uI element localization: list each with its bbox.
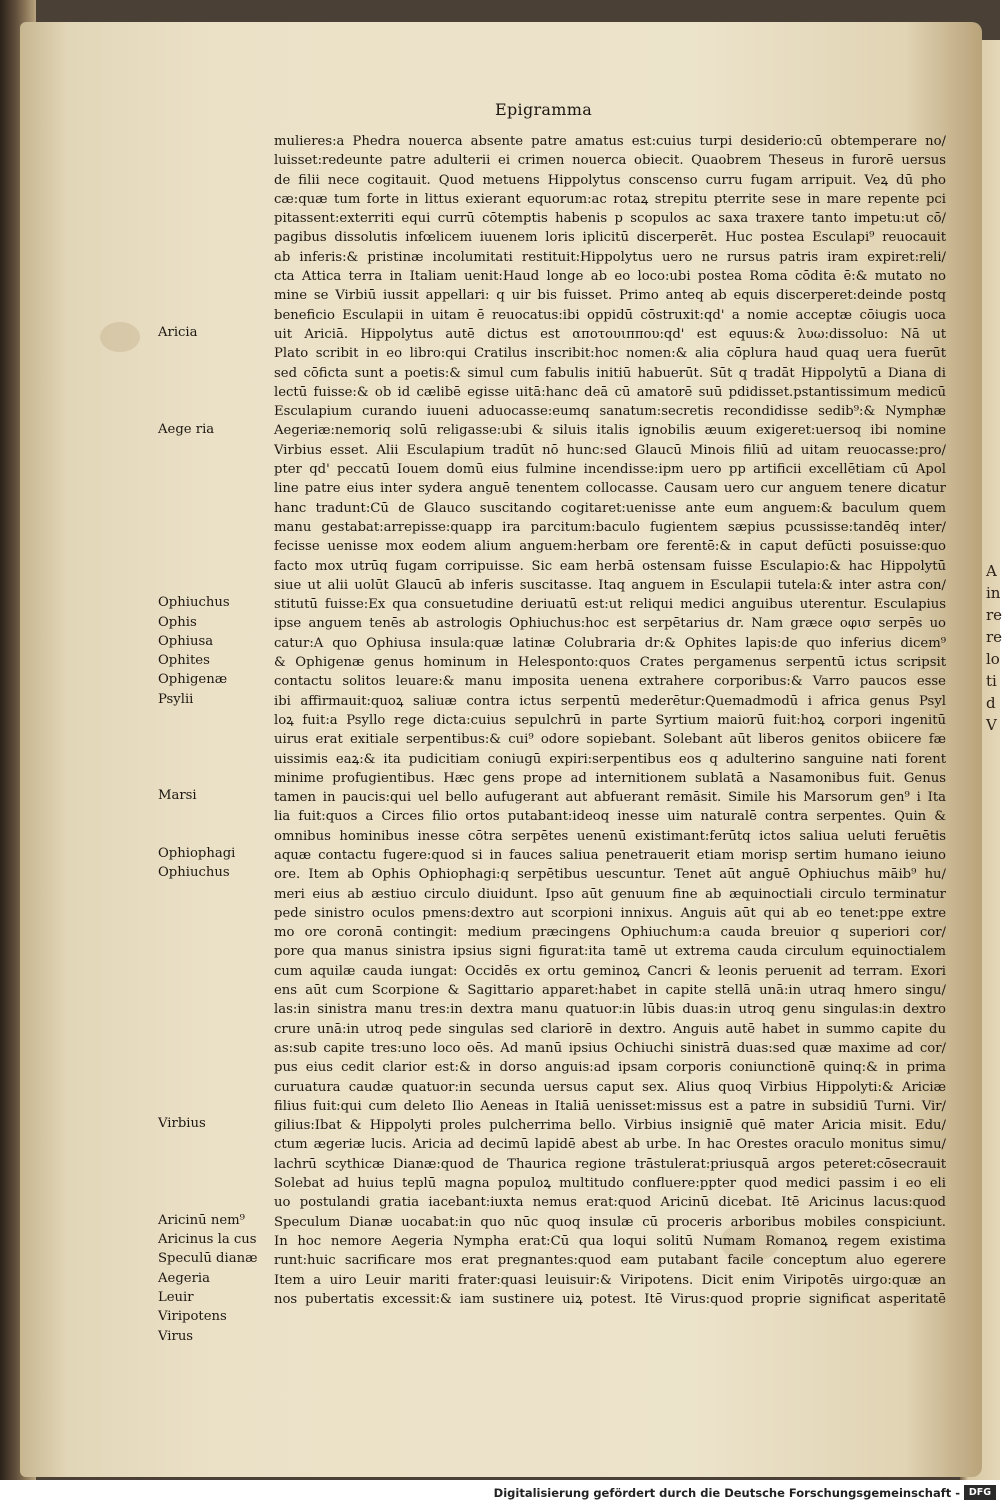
facing-page-letter: ti bbox=[986, 672, 997, 690]
facing-page-letter: d bbox=[986, 694, 996, 712]
text-line: ore. Item ab Ophis Ophiophagi:q serpētibus uescuntur. Tenet aūt anguē Ophiuchus māib⁹ hu/ bbox=[274, 867, 946, 883]
facing-page-letters bbox=[986, 560, 1000, 736]
margin-note: Ophis bbox=[158, 614, 197, 630]
text-line: mine se Virbiū iussit appellari: q uir bis fuisset. Primo anteq ab equis discerperet:deinde postq bbox=[274, 288, 946, 304]
running-head: Epigramma bbox=[495, 100, 593, 119]
text-line: Virbius esset. Alii Esculapium tradūt nō hunc:sed Glaucū Minois filiū ad uitam reuocasse:pro/ bbox=[274, 442, 946, 458]
text-line: pus eius cedit clarior est:& in dorso anguis:ad ipsam corporis coniunctionē quinq:& in prima bbox=[274, 1060, 946, 1076]
margin-note: Ophites bbox=[158, 653, 210, 669]
margin-note: Virus bbox=[158, 1328, 194, 1344]
margin-note: Virbius bbox=[158, 1116, 206, 1132]
text-line: ipse anguem tenēs ab astrologis Ophiuchus:hoc est serpētarius dr. Nam græce οφισ serpēs uo bbox=[274, 616, 946, 632]
text-line: Item a uiro Leuir mariti frater:quasi leuisuir:& Viripotens. Dicit enim Viripotēs uirgo:quæ an bbox=[274, 1272, 946, 1288]
text-line: aquæ contactu fugere:quod si in fauces saliua penetrauerit etiam morisp sertim humano ieiuno bbox=[274, 847, 946, 863]
text-line: gilius:Ibat & Hippolyti proles pulcherrima bello. Virbius insigniē quē mater Aricia misit. Edu/ bbox=[274, 1118, 946, 1134]
text-line: ctum ægeriæ lucis. Aricia ad decimū lapidē abest ab urbe. In hac Orestes oraculo monitus simu/ bbox=[274, 1137, 946, 1153]
text-line: ens aūt cum Scorpione & Sagittario apparet:habet in capite stellā unā:in utraq hmero singu/ bbox=[274, 983, 946, 999]
margin-note: Speculū dianæ bbox=[158, 1251, 258, 1267]
text-line: pore qua manus sinistra ipsius signi figurat:ita tamē ut extrema cauda circulum equinoctialem bbox=[274, 944, 946, 960]
text-line: tamen in paucis:qui uel bello aufugerant aut abfuerant remāsit. Simile his Marsorum gen⁹ i Ita bbox=[274, 790, 946, 806]
margin-note: Ophigenæ bbox=[158, 672, 228, 688]
facing-page-letter: V bbox=[986, 716, 997, 734]
text-line: beneficio Esculapii in uitam ē reuocatus:ibi oppidū cōstruxit:qd' a nomie acceptæ cōiugis uoca bbox=[274, 307, 946, 323]
text-line: filius fuit:qui cum deleto Ilio Aeneas in Italiā uenisset:missus est a patre in subsidiū Turni. Vir/ bbox=[274, 1098, 946, 1114]
facing-page-letter: lo bbox=[986, 650, 1000, 668]
text-line: In hoc nemore Aegeria Nympha erat:Cū qua loqui solitū Numam Romanoꝝ regem existima bbox=[274, 1233, 946, 1249]
text-line: cta Attica terra in Italiam uenit:Haud longe ab eo loco:ubi postea Roma cōdita ē:& mutato no bbox=[274, 269, 946, 285]
text-line: las:in sinistra manu tres:in dextra manu quatuor:in lūbis duas:in utroq genu singulas:in dextro bbox=[274, 1002, 946, 1018]
paper-stain bbox=[100, 322, 140, 352]
margin-note: Leuir bbox=[158, 1290, 194, 1305]
text-line: manu gestabat:arrepisse:quapp ira parcitum:baculo fugientem sæpius pcussisse:tandēq inter/ bbox=[274, 519, 946, 535]
text-line: hanc tradunt:Cū de Glauco suscitando cogitaret:uenisse ante eum anguem:& baculum quem bbox=[274, 500, 946, 516]
text-line: & Ophigenæ genus hominum in Helesponto:quos Crates pergamenus serpentū ictus scripsit bbox=[274, 655, 946, 671]
text-line: loꝝ fuit:a Psyllo rege dicta:cuius sepulchrū in parte Syrtium maiorū fuit:hoꝝ corpori ingenitū bbox=[274, 712, 946, 728]
margin-note: Psylii bbox=[158, 691, 194, 707]
text-line: lectū fuisse:& ob id cælibē egisse uitā:hanc deā cū amatorē suū pdidisset.pstantissimum medicū bbox=[274, 384, 946, 400]
text-line: cum aquilæ cauda iungat: Occidēs ex ortu geminoꝝ Cancri & leonis peruenit ad terram. Exori bbox=[274, 963, 946, 979]
text-line: stitutū fuisse:Ex qua consuetudine deriuatū est:ut reliqui medici anguibus uterentur. Esculapius bbox=[274, 597, 946, 613]
margin-note: Ophiuchus bbox=[158, 865, 230, 881]
text-line: curuatura caudæ quatuor:in secunda uersus caput sex. Alius quoq Virbius Hippolyti:& Ariciæ bbox=[274, 1079, 946, 1095]
text-line: pede sinistro oculos pmens:dextro aut scorpioni innixus. Anguis aūt qui ab eo tenet:ppe extre bbox=[274, 905, 946, 921]
margin-note: Aege ria bbox=[158, 421, 215, 437]
text-line: pagibus dissolutis infœlicem iuuenem loris iplicitū discerperēt. Huc postea Esculapi⁹ reuocauit bbox=[274, 230, 946, 246]
dfg-logo: DFG bbox=[964, 1485, 996, 1500]
text-line: luisset:redeunte patre adulterii ei crimen nouerca obiecit. Quaobrem Theseus in furorē uersus bbox=[274, 153, 946, 169]
text-line: minime profugientibus. Hæc gens prope ad internitionem sublatā a Nasamonibus fuit. Genus bbox=[274, 770, 946, 786]
margin-note: Ophiophagi bbox=[158, 846, 236, 862]
facing-page-letter: A bbox=[986, 562, 997, 580]
text-line: line patre eius inter sydera anguē tenentem collocasse. Causam uero cur anguem tenere dicatur bbox=[274, 481, 946, 497]
text-line: contactu solitos leuare:& manu imposita uenena extrahere corporibus:& Varro paucos esse bbox=[274, 674, 946, 690]
text-line: Solebat ad huius teplū magna populoꝝ multitudo confluere:ppter quod medici passim i eo eli bbox=[274, 1176, 946, 1192]
text-line: uirus erat exitiale serpentibus:& cui⁹ odore sopiebant. Solebant aūt liberos genitos obiicere fæ bbox=[274, 732, 946, 748]
text-line: mo ore coronā contingit: medium præcingens Ophiuchum:a cauda breuior q superiori cor/ bbox=[274, 925, 946, 941]
text-line: ab inferis:& pristinæ incolumitati restituit:Hippolytus uero ne rursus patris iram expiret:reli/ bbox=[274, 249, 946, 265]
footer-credit: Digitalisierung gefördert durch die Deutsche Forschungsgemeinschaft - bbox=[493, 1486, 960, 1500]
text-line: lachrū scythicæ Dianæ:quod de Thaurica regione trāstulerat:priusquā argos peteret:cōsecrauit bbox=[274, 1156, 946, 1172]
text-line: Plato scribit in eo libro:qui Cratilus inscribit:hoc nomen:& alia cōplura haud quaq uera fuerūt bbox=[274, 346, 946, 362]
text-line: catur:A quo Ophiusa insula:quæ latinæ Colubraria dr:& Ophites lapis:de quo inferius dicem⁹ bbox=[274, 635, 946, 651]
text-line: de filii nece cogitauit. Quod metuens Hippolytus conscenso curru fugam arripuit. Veꝝ dū pho bbox=[274, 172, 946, 188]
text-line: uit Ariciā. Hippolytus autē dictus est αποτουιππου:qd' est equus:& λυω:dissoluo: Nā ut bbox=[274, 326, 946, 342]
text-line: pitassent:exterriti equi currū cōtemptis habenis p scopulos ac saxa traxere tanto impetu:ut cō/ bbox=[274, 211, 946, 227]
text-line: facto mox utrūq fugam corripuisse. Sic eam herbā ostensam fuisse Esculapio:& hac Hippolytū bbox=[274, 558, 946, 574]
text-line: meri eius ab æstiuo circulo diuidunt. Ipso aūt genuum fine ab æquinoctiali circulo terminatur bbox=[274, 886, 946, 902]
text-line: crure unā:in utroq pede singulas sed clariorē in dextro. Anguis autē habet in summo capite du bbox=[274, 1021, 946, 1037]
text-line: sed cōficta sunt a poetis:& simul cum fabulis initiū habuerūt. Sūt q tradāt Hippolytū a Diana di bbox=[274, 365, 946, 381]
body-text bbox=[274, 132, 946, 1309]
text-line: lia fuit:quos a Circes filio ortos putabant:ideoq inesse uim naturalē contra serpentes. Quin & bbox=[274, 809, 946, 825]
facing-page-letter: in bbox=[986, 584, 1001, 602]
margin-note: Viripotens bbox=[158, 1309, 227, 1325]
text-line: mulieres:a Phedra nouerca absente patre amatus est:cuius turpi desiderio:cū obtemperare no/ bbox=[274, 134, 946, 149]
text-line: ibi affirmauit:quoꝝ saliuæ contra ictus serpentū mederētur:Quemadmodū i africa genus Psyl bbox=[274, 693, 946, 709]
text-line: nos pubertatis excessit:& iam sustinere uiꝝ potest. Itē Virus:quod proprie significat asperitatē bbox=[274, 1291, 946, 1307]
text-line: Esculapium curando iuueni aduocasse:eumq sanatum:secretis recondidisse sedib⁹:& Nymphæ bbox=[274, 404, 946, 420]
text-line: pter qd' peccatū Iouem domū eius fulmine incendisse:ipm uero pp artificii excellētiam cū Apol bbox=[274, 462, 946, 478]
facing-page-letter: re bbox=[986, 606, 1002, 624]
margin-note: Aricinus la cus bbox=[158, 1232, 257, 1248]
footer-bar bbox=[0, 1480, 1000, 1506]
margin-note: Marsi bbox=[158, 788, 197, 804]
margin-note: Aegeria bbox=[158, 1270, 210, 1286]
text-line: omnibus hominibus inesse cōtra serpētes uenenū existimant:ferūtq ictos saliua ueluti feruētis bbox=[274, 828, 946, 844]
margin-note: Aricia bbox=[158, 325, 198, 340]
margin-note: Aricinū nem⁹ bbox=[158, 1212, 245, 1228]
text-line: uo postulandi gratia iacebant:iuxta nemus erat:quod Aricinū dicebat. Itē Aricinus lacus:quod bbox=[274, 1195, 946, 1211]
text-line: fecisse uenisse mox eodem alium anguem:herbam ore ferentē:& in caput defūcti posuisse:quo bbox=[274, 539, 946, 555]
text-line: siue ut alii uolūt Glaucū ab inferis suscitasse. Itaq anguem in Esculapii tutela:& inter astra con/ bbox=[274, 577, 946, 593]
text-line: Speculum Dianæ uocabat:in quo nūc quoq insulæ cū proceris arboribus mobiles conspiciunt. bbox=[274, 1214, 946, 1230]
text-line: uissimis eaꝝ:& ita pudicitiam coniugū expiri:serpentibus eos q adulterino sanguine nati forent bbox=[274, 751, 946, 767]
margin-note: Ophiusa bbox=[158, 633, 214, 649]
text-line: runt:huic sacrificare mos erat pregnantes:quod eam putabant facile conceptum aluo egerere bbox=[274, 1253, 946, 1269]
text-line: Aegeriæ:nemoriq solū religasse:ubi & siluis italis ignobilis æuum exigeret:uersoq ibi nomine bbox=[274, 423, 946, 439]
facing-page-letter: re bbox=[986, 628, 1002, 646]
margin-note: Ophiuchus bbox=[158, 595, 230, 611]
text-line: cæ:quæ tum forte in littus exierant equorum:ac rotaꝝ strepitu pterrite sese in mare repente pci bbox=[274, 191, 946, 207]
text-line: as:sub capite tres:uno loco oēs. Ad manū ipsius Ochiuchi sinistrā duas:sed quæ maxime ad cor/ bbox=[274, 1040, 946, 1056]
